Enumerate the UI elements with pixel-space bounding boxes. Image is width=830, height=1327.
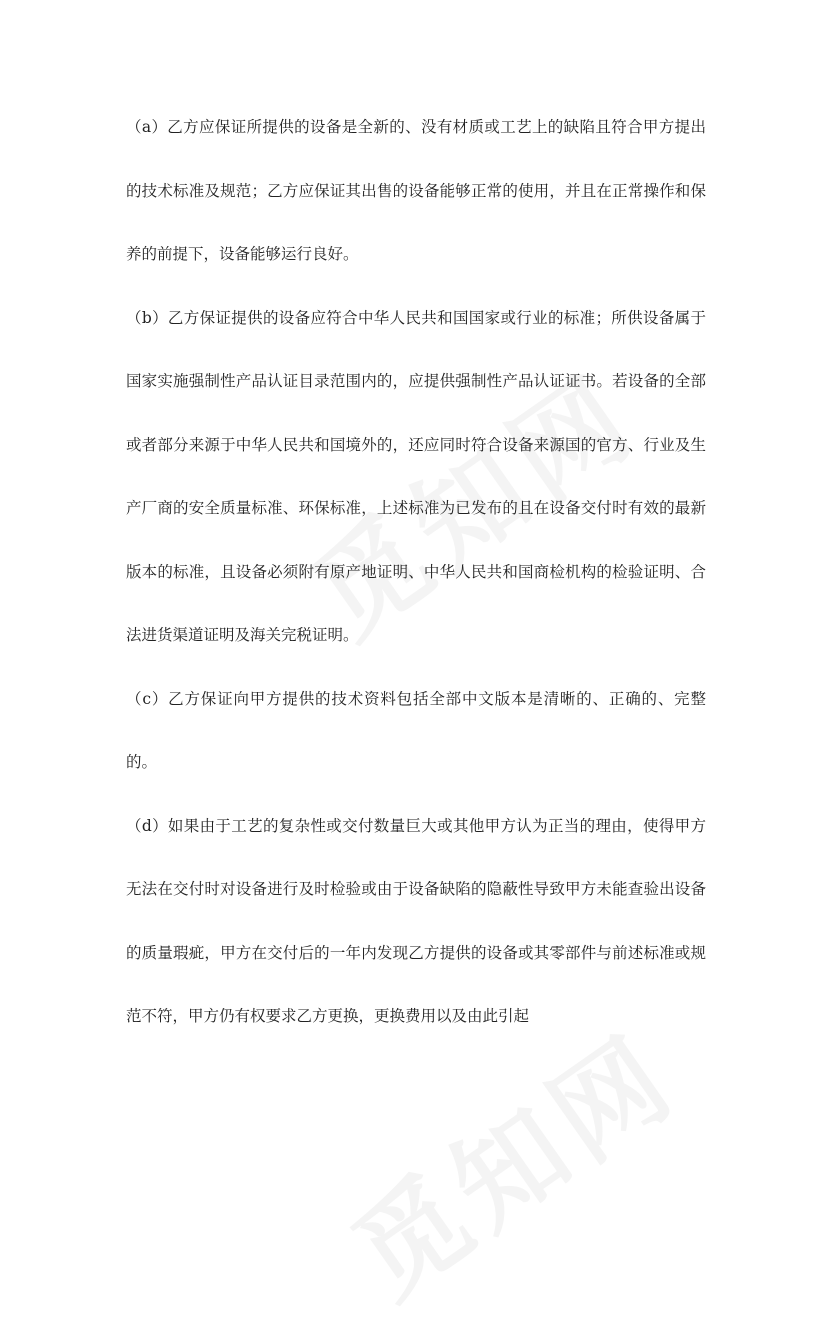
paragraph-c: （c）乙方保证向甲方提供的技术资料包括全部中文版本是清晰的、正确的、完整的。 — [126, 689, 706, 771]
paragraph-a: （a）乙方应保证所提供的设备是全新的、没有材质或工艺上的缺陷且符合甲方提出的技术标准及规范；乙方应保证其出售的设备能够正常的使用，并且在正常操作和保养的前提下，设备能够运行良好。 — [126, 118, 706, 263]
document-body — [126, 96, 706, 1049]
paragraph-d: （d）如果由于工艺的复杂性或交付数量巨大或其他甲方认为正当的理由，使得甲方无法在交付时对设备进行及时检验或由于设备缺陷的隐蔽性导致甲方未能查验出设备的质量瑕疵，甲方在交付后的一年内发现乙方提供的设备或其零部件与前述标准或规范不符，甲方仍有权要求乙方更换，更换费用以及由此引起 — [126, 816, 706, 1025]
paragraph-b: （b）乙方保证提供的设备应符合中华人民共和国国家或行业的标准；所供设备属于国家实施强制性产品认证目录范围内的，应提供强制性产品认证证书。若设备的全部或者部分来源于中华人民共和国境外的，还应同时符合设备来源国的官方、行业及生产厂商的安全质量标准、环保标准，上述标准为已发布的且在设备交付时有效的最新版本的标准，且设备必须附有原产地证明、中华人民共和国商检机构的检验证明、合法进货渠道证明及海关完税证明。 — [126, 308, 706, 644]
